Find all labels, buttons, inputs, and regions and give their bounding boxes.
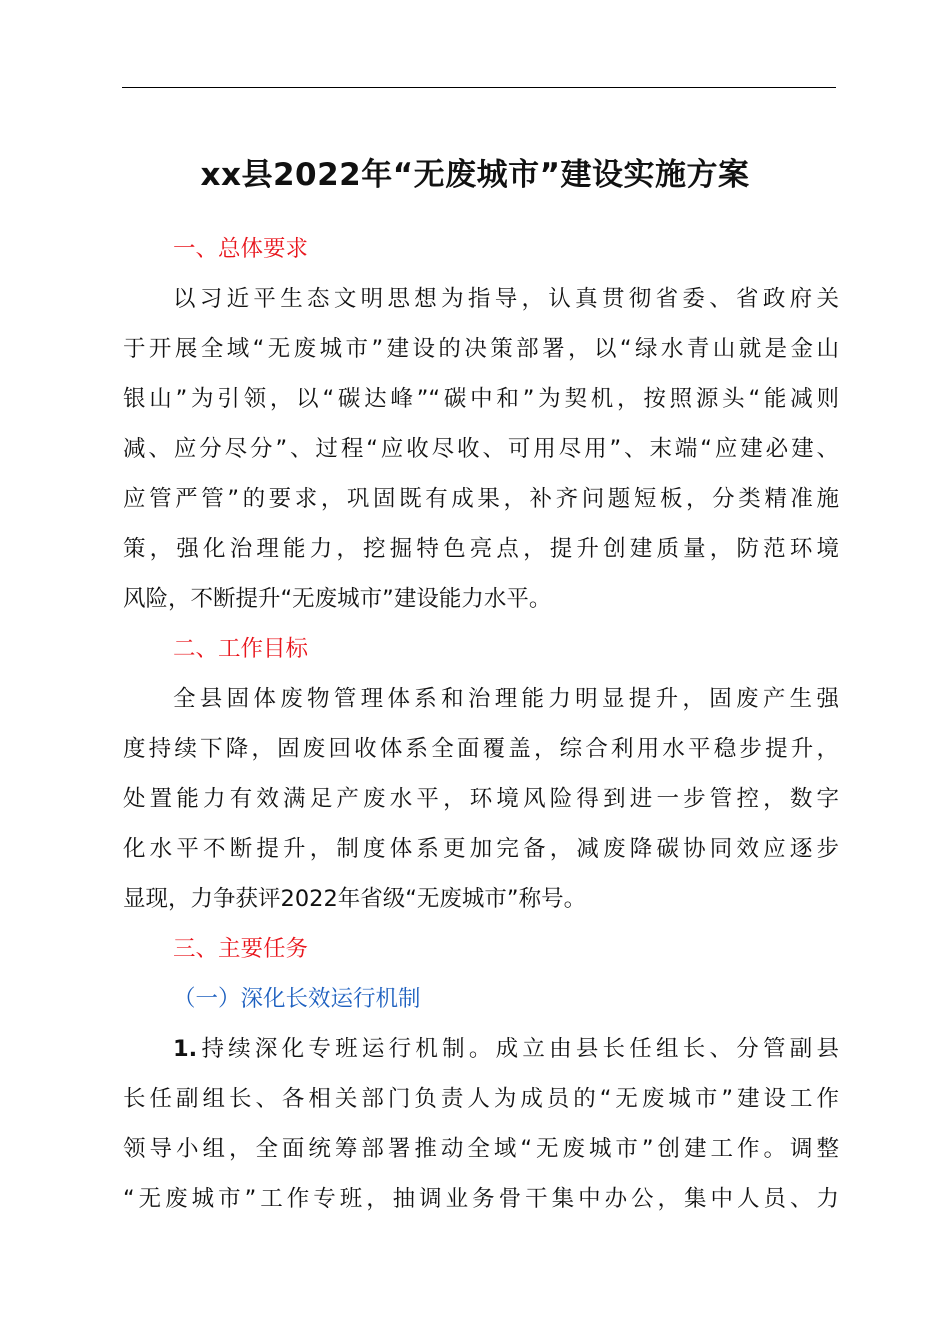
section-heading: 二、工作目标 (173, 636, 309, 662)
paragraph-line: 处置能力有效满足产废水平，环境风险得到进一步管控，数字 (123, 786, 839, 812)
paragraph-line: 化水平不断提升，制度体系更加完备，减废降碳协同效应逐步 (123, 836, 839, 862)
item-text: 持续深化专班运行机制。成立由县长任组长、分管副县 (197, 1036, 839, 1062)
header-rule (122, 87, 836, 88)
item-number: 1. (173, 1036, 198, 1062)
paragraph-line: 长任副组长、各相关部门负责人为成员的“无废城市”建设工作 (123, 1086, 839, 1112)
section-heading: 三、主要任务 (173, 936, 309, 962)
paragraph-line: 度持续下降，固废回收体系全面覆盖，综合利用水平稳步提升， (123, 736, 839, 762)
paragraph-line: 策，强化治理能力，挖掘特色亮点，提升创建质量，防范环境 (123, 536, 839, 562)
section-heading: 一、总体要求 (173, 236, 309, 262)
numbered-item-line (123, 1024, 839, 1074)
document-title: xx县2022年“无废城市”建设实施方案 (200, 157, 750, 193)
document-body (123, 224, 839, 1224)
paragraph-line: 以习近平生态文明思想为指导，认真贯彻省委、省政府关 (173, 286, 839, 312)
paragraph-line: 减、应分尽分”、过程“应收尽收、可用尽用”、末端“应建必建、 (123, 436, 839, 462)
paragraph-line: 领导小组，全面统筹部署推动全域“无废城市”创建工作。调整 (123, 1136, 839, 1162)
subsection-heading: （一）深化长效运行机制 (173, 986, 421, 1012)
paragraph-line: 显现，力争获评2022年省级“无废城市”称号。 (123, 886, 587, 912)
paragraph-line: 全县固体废物管理体系和治理能力明显提升，固废产生强 (173, 686, 839, 712)
paragraph-line: 于开展全域“无废城市”建设的决策部署，以“绿水青山就是金山 (123, 336, 839, 362)
paragraph-line: “无废城市”工作专班，抽调业务骨干集中办公，集中人员、力 (123, 1186, 839, 1212)
paragraph-line: 应管严管”的要求，巩固既有成果，补齐问题短板，分类精准施 (123, 486, 839, 512)
paragraph-line: 银山”为引领，以“碳达峰”“碳中和”为契机，按照源头“能减则 (123, 386, 839, 412)
paragraph-line: 风险，不断提升“无废城市”建设能力水平。 (123, 586, 552, 612)
